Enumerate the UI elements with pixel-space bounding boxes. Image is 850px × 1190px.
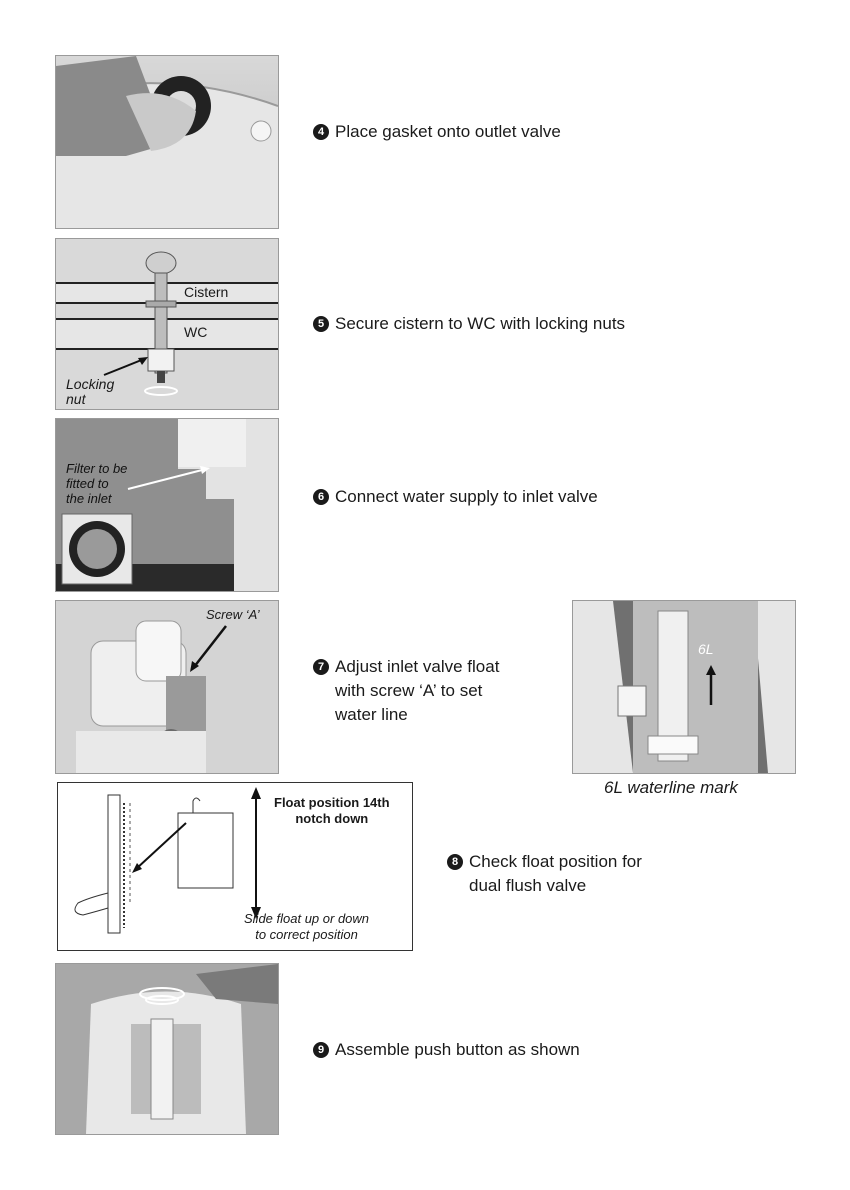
waterline-caption: 6L waterline mark: [604, 778, 738, 797]
step-number: 4: [313, 124, 329, 140]
slide-float-label: Slide float up or down to correct position: [244, 911, 370, 942]
float-position-label: Float position 14th notch down: [274, 795, 390, 826]
gasket-photo: [55, 55, 279, 229]
step-8: [447, 850, 642, 898]
float-position-diagram: [57, 782, 413, 951]
step-text: Adjust inlet valve float with screw ‘A’ to set water line: [335, 657, 500, 724]
step-number: 6: [313, 489, 329, 505]
step-9: [313, 1038, 580, 1062]
step-number: 5: [313, 316, 329, 332]
cistern-label: Cistern: [184, 284, 229, 300]
inlet-valve-photo: [55, 600, 279, 774]
step-number: 8: [447, 854, 463, 870]
step-text: Assemble push button as shown: [335, 1040, 580, 1059]
step-text: Place gasket onto outlet valve: [335, 122, 561, 141]
step-5: [313, 312, 625, 336]
step-number: 7: [313, 659, 329, 675]
filter-label: Filter to be fitted to the inlet: [66, 461, 128, 506]
step-number: 9: [313, 1042, 329, 1058]
step-text: Check float position for dual flush valve: [469, 852, 642, 895]
inlet-filter-photo: [55, 418, 279, 592]
step-text: Secure cistern to WC with locking nuts: [335, 314, 626, 333]
waterline-mark: 6L: [698, 641, 714, 657]
wc-label: WC: [184, 324, 208, 340]
push-button-photo: [55, 963, 279, 1135]
cistern-wc-diagram: [55, 238, 279, 410]
step-6: [313, 485, 598, 509]
step-4: [313, 120, 561, 144]
locking-nut-label: Locking nut: [66, 376, 115, 407]
step-7: [313, 655, 499, 727]
step-text: Connect water supply to inlet valve: [335, 487, 598, 506]
screw-a-label: Screw ‘A’: [206, 607, 260, 622]
waterline-photo: [572, 600, 796, 774]
